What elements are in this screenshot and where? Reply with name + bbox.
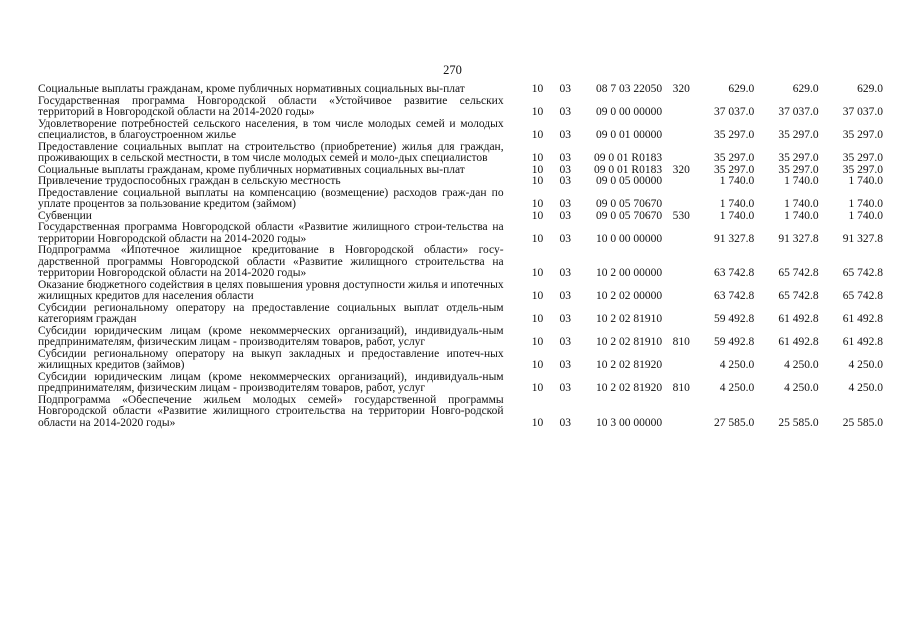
row-subsection: 03 xyxy=(559,382,571,394)
row-target-code: 10 2 02 00000 xyxy=(595,290,663,302)
row-section: 10 xyxy=(531,198,544,210)
row-target-code: 10 2 02 81910 xyxy=(595,313,663,325)
row-amount-2: 65 742.8 xyxy=(778,290,819,302)
row-amount-2: 1 740.0 xyxy=(784,198,819,210)
row-description: Социальные выплаты гражданам, кроме публичных нормативных социальных вы-плат xyxy=(38,163,465,176)
table-row xyxy=(38,119,883,142)
row-section: 10 xyxy=(531,382,544,394)
row-section: 10 xyxy=(531,313,544,325)
row-amount-2: 91 327.8 xyxy=(778,232,819,245)
row-target-code: 08 7 03 22050 xyxy=(595,83,663,95)
row-amount-1: 59 492.8 xyxy=(713,336,755,348)
row-subsection: 03 xyxy=(559,209,571,222)
row-expense-type: 810 xyxy=(672,336,690,348)
page-number: 270 xyxy=(443,63,462,77)
row-amount-2: 4 250.0 xyxy=(784,359,819,371)
row-target-code: 09 0 00 00000 xyxy=(595,106,663,118)
table-row xyxy=(38,372,883,395)
row-amount-1: 4 250.0 xyxy=(719,382,755,394)
row-subsection: 03 xyxy=(559,163,571,176)
row-section: 10 xyxy=(531,129,544,141)
row-section: 10 xyxy=(531,416,544,429)
row-amount-2: 65 742.8 xyxy=(778,267,819,279)
table-row xyxy=(38,395,883,430)
row-amount-3: 25 585.0 xyxy=(842,416,883,429)
row-subsection: 03 xyxy=(559,129,571,141)
row-description: Социальные выплаты гражданам, кроме публичных нормативных социальных вы-плат xyxy=(38,83,465,95)
row-section: 10 xyxy=(531,83,544,95)
row-amount-3: 91 327.8 xyxy=(842,232,883,245)
row-target-code: 09 0 05 70670 xyxy=(595,209,663,222)
row-amount-1: 63 742.8 xyxy=(713,290,755,302)
row-target-code: 10 2 02 81910 xyxy=(595,336,663,348)
row-section: 10 xyxy=(531,209,544,222)
row-description: Субсидии региональному оператору на предоставление социальных выплат отдель-ным категориям граждан xyxy=(38,301,504,325)
row-subsection: 03 xyxy=(559,290,571,302)
row-subsection: 03 xyxy=(559,106,571,118)
table-row xyxy=(38,188,883,211)
row-subsection: 03 xyxy=(559,313,571,325)
row-amount-3: 65 742.8 xyxy=(842,267,883,279)
row-amount-3: 1 740.0 xyxy=(848,209,883,222)
row-description: Субсидии юридическим лицам (кроме некоммерческих организаций), индивидуаль-ным предпринимателям, физическим лицам - производителям товаров, работ, услуг xyxy=(38,370,504,394)
row-target-code: 09 0 01 00000 xyxy=(595,129,663,141)
row-section: 10 xyxy=(531,267,544,279)
row-section: 10 xyxy=(531,336,544,348)
row-amount-1: 35 297.0 xyxy=(713,163,755,176)
row-section: 10 xyxy=(531,106,544,118)
row-amount-1: 63 742.8 xyxy=(713,267,755,279)
row-amount-2: 35 297.0 xyxy=(778,152,819,164)
table-row xyxy=(38,326,883,349)
row-amount-3: 65 742.8 xyxy=(842,290,883,302)
row-description: Субсидии региональному оператору на выкуп закладных и предоставление ипотеч-ных жилищных кредитов (займов) xyxy=(38,347,504,371)
table-row xyxy=(38,96,883,119)
row-amount-1: 4 250.0 xyxy=(719,359,755,371)
row-amount-2: 35 297.0 xyxy=(778,163,819,176)
row-amount-2: 629.0 xyxy=(792,83,819,95)
row-subsection: 03 xyxy=(559,152,571,164)
row-subsection: 03 xyxy=(559,416,571,429)
row-amount-2: 25 585.0 xyxy=(778,416,819,429)
row-amount-3: 629.0 xyxy=(857,83,883,95)
row-target-code: 09 0 05 00000 xyxy=(595,175,663,187)
row-amount-3: 1 740.0 xyxy=(848,175,883,187)
row-subsection: 03 xyxy=(559,175,571,187)
budget-table xyxy=(38,84,883,429)
row-amount-2: 1 740.0 xyxy=(784,209,819,222)
row-description: Оказание бюджетного содействия в целях повышения уровня доступности жилья и ипотечных жилищных кредитов для населения области xyxy=(38,278,504,302)
row-description: Государственная программа Новгородской области «Развитие жилищного строи-тельства на территории Новгородской области на 2014-2020 годы» xyxy=(38,221,504,245)
row-description: Подпрограмма «Ипотечное жилищное кредитование в Новгородской области» госу-дарственной программы Новгородской области «Развитие жилищного строительства на территории Новгородской области на 2014-2020 годы» xyxy=(38,244,504,279)
row-section: 10 xyxy=(531,175,544,187)
row-subsection: 03 xyxy=(559,83,571,95)
row-expense-type: 530 xyxy=(672,209,690,222)
row-target-code: 09 0 01 R0183 xyxy=(594,163,663,176)
row-amount-1: 1 740.0 xyxy=(719,209,755,222)
row-section: 10 xyxy=(531,163,544,176)
row-amount-1: 1 740.0 xyxy=(719,175,755,187)
row-target-code: 10 2 02 81920 xyxy=(595,382,663,394)
row-amount-3: 4 250.0 xyxy=(848,382,883,394)
row-amount-2: 61 492.8 xyxy=(778,313,819,325)
row-target-code: 10 3 00 00000 xyxy=(595,416,663,429)
row-amount-1: 35 297.0 xyxy=(713,129,755,141)
row-amount-3: 4 250.0 xyxy=(848,359,883,371)
row-description: Удовлетворение потребностей сельского населения, в том числе молодых семей и молодых специалистов, в благоустроенном жилье xyxy=(38,117,504,141)
row-amount-3: 35 297.0 xyxy=(842,163,883,176)
row-expense-type: 320 xyxy=(672,83,690,95)
row-description: Предоставление социальных выплат на строительство (приобретение) жилья для граждан, проживающих в сельской местности, в том числе молодых семей и моло-дых специалистов xyxy=(38,140,504,164)
row-description: Привлечение трудоспособных граждан в сельскую местность xyxy=(38,175,341,187)
row-amount-1: 37 037.0 xyxy=(713,106,755,118)
row-expense-type: 320 xyxy=(672,163,690,176)
row-section: 10 xyxy=(531,232,544,245)
row-subsection: 03 xyxy=(559,359,571,371)
row-amount-1: 91 327.8 xyxy=(713,232,755,245)
row-description: Подпрограмма «Обеспечение жильем молодых семей» государственной программы Новгородской области «Развитие жилищного строительства на территории Новго-родской области на 2014-2020 годы» xyxy=(38,393,504,429)
table-row xyxy=(38,280,883,303)
row-subsection: 03 xyxy=(559,232,571,245)
row-amount-3: 35 297.0 xyxy=(842,129,883,141)
row-expense-type: 810 xyxy=(672,382,690,394)
row-amount-2: 4 250.0 xyxy=(784,382,819,394)
row-target-code: 10 2 02 81920 xyxy=(595,359,663,371)
row-target-code: 09 0 01 R0183 xyxy=(594,152,663,164)
row-amount-1: 35 297.0 xyxy=(713,152,755,164)
row-subsection: 03 xyxy=(559,267,571,279)
row-description: Субсидии юридическим лицам (кроме некоммерческих организаций), индивидуаль-ным предпринимателям, физическим лицам - производителям товаров, работ, услуг xyxy=(38,324,504,348)
row-amount-1: 27 585.0 xyxy=(713,416,755,429)
row-amount-2: 1 740.0 xyxy=(784,175,819,187)
row-amount-2: 61 492.8 xyxy=(778,336,819,348)
table-row xyxy=(38,349,883,372)
row-target-code: 10 2 00 00000 xyxy=(595,267,663,279)
table-row xyxy=(38,303,883,326)
row-target-code: 10 0 00 00000 xyxy=(595,232,663,245)
table-row xyxy=(38,245,883,280)
row-description: Предоставление социальной выплаты на компенсацию (возмещение) расходов граж-дан по уплате процентов за пользование кредитом (займом) xyxy=(38,186,504,210)
row-amount-2: 35 297.0 xyxy=(778,129,819,141)
row-subsection: 03 xyxy=(559,198,571,210)
row-section: 10 xyxy=(531,152,544,164)
row-description: Субвенции xyxy=(38,209,92,222)
row-amount-3: 35 297.0 xyxy=(842,152,883,164)
row-description: Государственная программа Новгородской области «Устойчивое развитие сельских территорий в Новгородской области на 2014-2020 годы» xyxy=(38,94,504,118)
table-row xyxy=(38,84,883,96)
row-amount-1: 59 492.8 xyxy=(713,313,755,325)
row-section: 10 xyxy=(531,359,544,371)
row-amount-1: 629.0 xyxy=(728,83,755,95)
row-amount-1: 1 740.0 xyxy=(719,198,755,210)
table-row xyxy=(38,176,883,188)
row-amount-3: 61 492.8 xyxy=(842,336,883,348)
table-row xyxy=(38,222,883,245)
row-amount-3: 1 740.0 xyxy=(848,198,883,210)
row-target-code: 09 0 05 70670 xyxy=(595,198,663,210)
table-row xyxy=(38,142,883,165)
row-amount-3: 37 037.0 xyxy=(842,106,883,118)
row-section: 10 xyxy=(531,290,544,302)
row-amount-2: 37 037.0 xyxy=(778,106,819,118)
row-amount-3: 61 492.8 xyxy=(842,313,883,325)
row-subsection: 03 xyxy=(559,336,571,348)
